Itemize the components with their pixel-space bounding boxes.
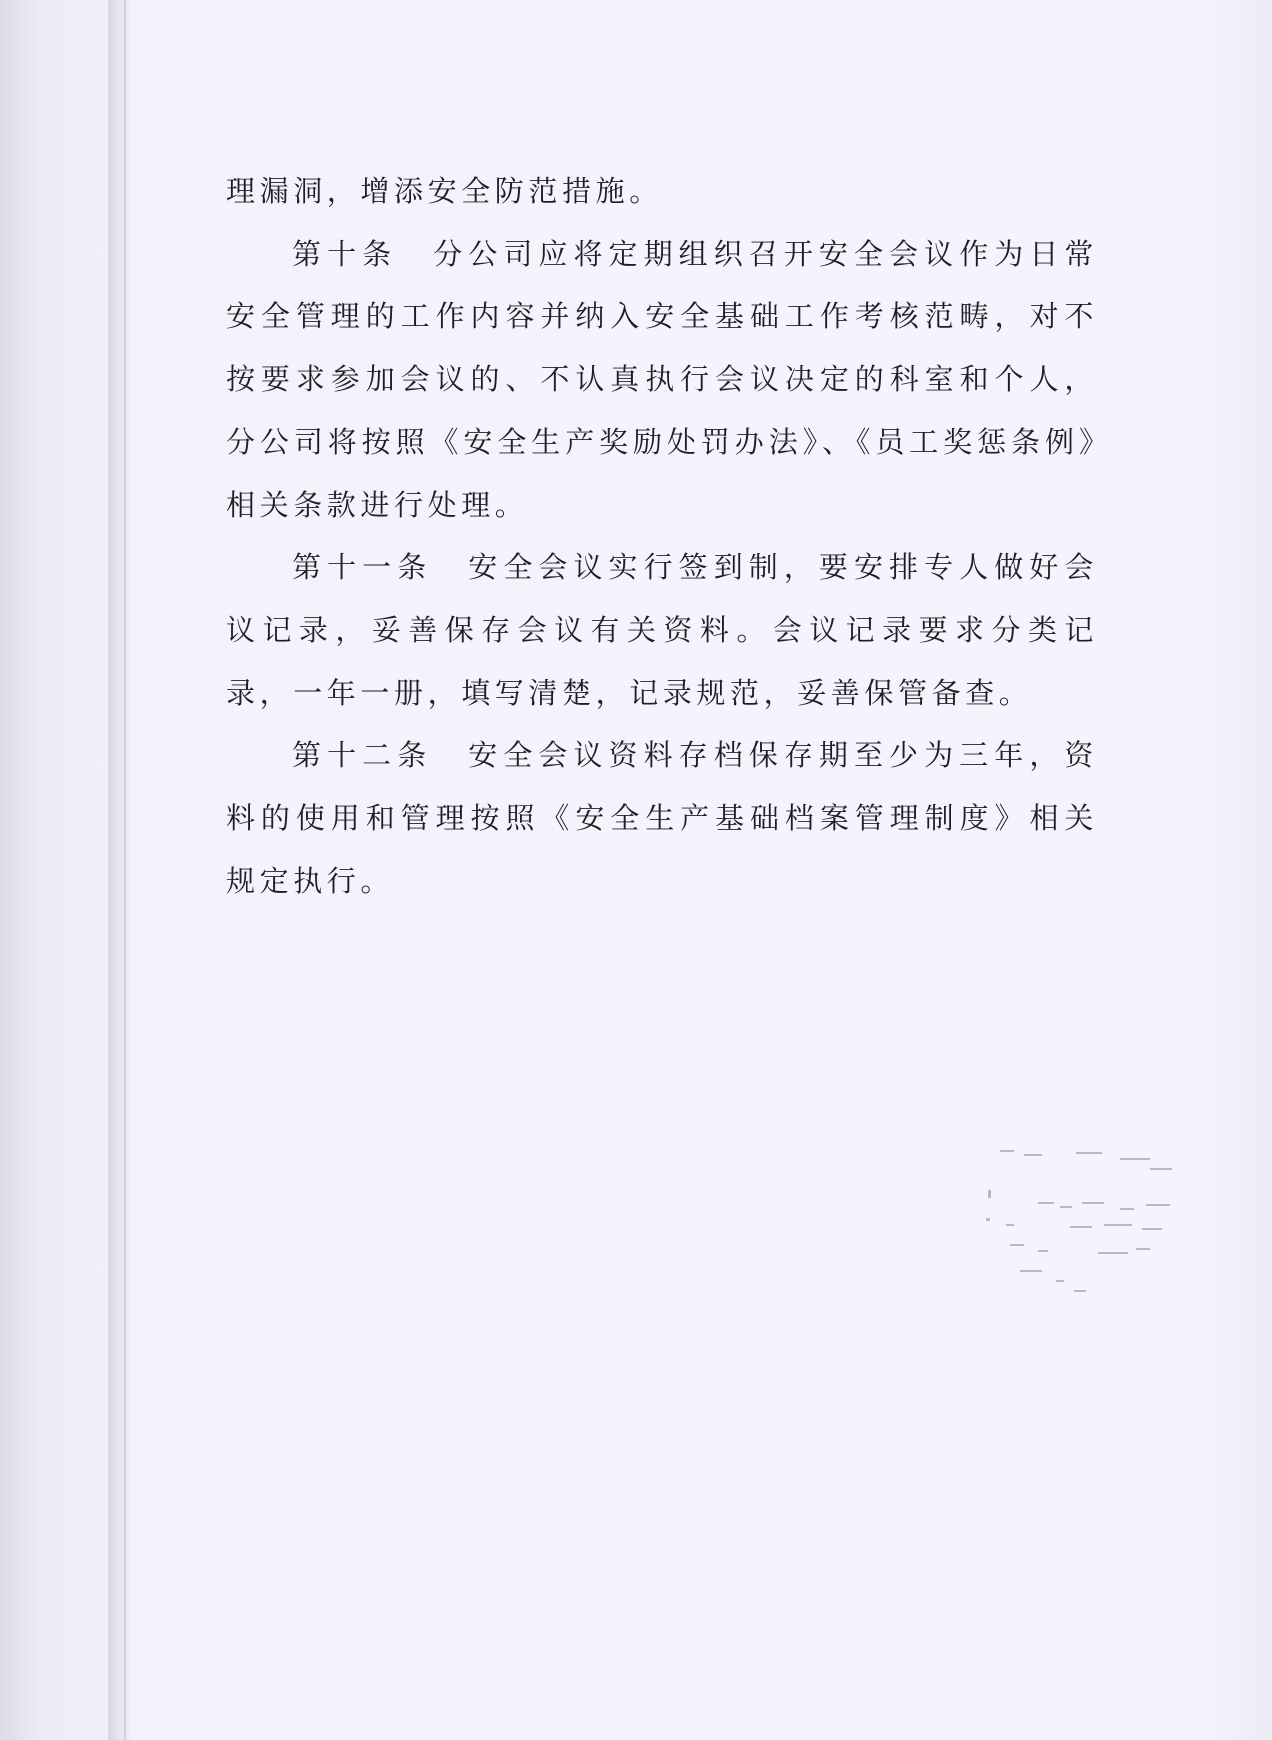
- article-text: 安全会议资料存档保存期至少为三年，资料的使用和管理按照《安全生产基础档案管理制度》相关规定执行。: [226, 738, 1098, 898]
- article-number: 第十条: [292, 236, 398, 271]
- article-12: [226, 724, 1098, 912]
- document-body: [226, 160, 1098, 912]
- article-text: 安全会议实行签到制，要安排专人做好会议记录，妥善保存会议有关资料。会议记录要求分类记录，一年一册，填写清楚，记录规范，妥善保管备查。: [226, 550, 1098, 710]
- article-11: [226, 536, 1098, 724]
- paragraph-text: 理漏洞，增添安全防范措施。: [226, 174, 663, 208]
- binding-crease-line: [124, 0, 126, 1740]
- article-number: 第十二条: [292, 738, 433, 773]
- article-text: 分公司应将定期组织召开安全会议作为日常安全管理的工作内容并纳入安全基础工作考核范畴，对不按要求参加会议的、不认真执行会议决定的科室和个人，分公司将按照《安全生产奖励处罚办法》、《员工奖惩条例》相关条款进行处理。: [226, 236, 1098, 522]
- paragraph-continuation: [226, 160, 1098, 223]
- faint-stamp-residue: [980, 1140, 1190, 1310]
- article-number: 第十一条: [292, 550, 433, 585]
- article-10: [226, 223, 1098, 537]
- binding-shadow: [108, 0, 124, 1740]
